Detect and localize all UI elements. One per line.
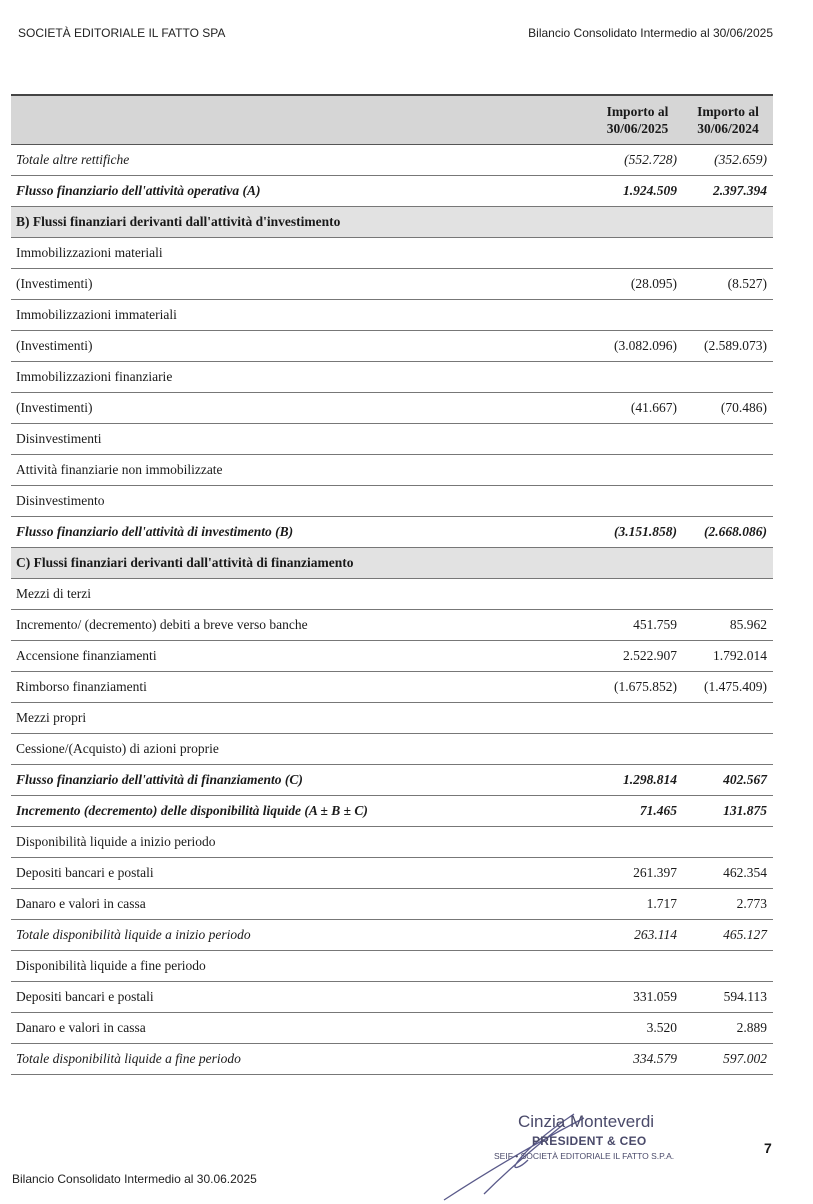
- table-row: [11, 1013, 773, 1044]
- value-2024: 2.773: [683, 889, 773, 920]
- signature-stamp: [494, 1108, 704, 1200]
- table-row: [11, 176, 773, 207]
- row-label: Disinvestimento: [11, 486, 592, 517]
- value-2024: 1.792.014: [683, 641, 773, 672]
- value-2025: 71.465: [592, 796, 683, 827]
- value-2025: (552.728): [592, 145, 683, 176]
- row-label: Flusso finanziario dell'attività di finanziamento (C): [11, 765, 592, 796]
- row-label: Cessione/(Acquisto) di azioni proprie: [11, 734, 592, 765]
- value-2024: (1.475.409): [683, 672, 773, 703]
- signature-name: Cinzia Monteverdi: [518, 1112, 655, 1131]
- row-label: Danaro e valori in cassa: [11, 1013, 592, 1044]
- value-2025: [592, 827, 683, 858]
- row-label: Danaro e valori in cassa: [11, 889, 592, 920]
- table-row: [11, 362, 773, 393]
- value-2025: 1.924.509: [592, 176, 683, 207]
- value-2024: [683, 827, 773, 858]
- table-row: [11, 796, 773, 827]
- table-row: [11, 982, 773, 1013]
- signature-title: PRESIDENT & CEO: [532, 1134, 647, 1148]
- value-2024: 85.962: [683, 610, 773, 641]
- row-label: Totale disponibilità liquide a inizio periodo: [11, 920, 592, 951]
- value-2025: [592, 300, 683, 331]
- header-label-cell: [11, 95, 592, 145]
- table-row: [11, 269, 773, 300]
- report-header: Bilancio Consolidato Intermedio al 30/06/2025: [528, 26, 773, 40]
- row-label: (Investimenti): [11, 393, 592, 424]
- value-2025: [592, 579, 683, 610]
- table-row: [11, 889, 773, 920]
- header-2025: [592, 95, 683, 145]
- table-row: [11, 734, 773, 765]
- row-label: Accensione finanziamenti: [11, 641, 592, 672]
- row-label: (Investimenti): [11, 269, 592, 300]
- value-2024: [683, 362, 773, 393]
- table-row: [11, 579, 773, 610]
- table-row: [11, 517, 773, 548]
- value-2025: 1.298.814: [592, 765, 683, 796]
- header-2024-line2: 30/06/2024: [697, 121, 759, 136]
- table-row: [11, 238, 773, 269]
- value-2025: 3.520: [592, 1013, 683, 1044]
- value-2024: [683, 703, 773, 734]
- table-row: [11, 920, 773, 951]
- section-row: [11, 548, 773, 579]
- value-2025: 2.522.907: [592, 641, 683, 672]
- value-2024: (70.486): [683, 393, 773, 424]
- value-2025: [592, 362, 683, 393]
- page-footer: Bilancio Consolidato Intermedio al 30.06.2025: [12, 1172, 257, 1186]
- table-row: [11, 145, 773, 176]
- value-2024: 465.127: [683, 920, 773, 951]
- value-2024: [683, 455, 773, 486]
- table-row: [11, 703, 773, 734]
- table-row: [11, 827, 773, 858]
- row-label: Incremento/ (decremento) debiti a breve verso banche: [11, 610, 592, 641]
- value-2025: [592, 238, 683, 269]
- row-label: Mezzi propri: [11, 703, 592, 734]
- row-label: Immobilizzazioni materiali: [11, 238, 592, 269]
- row-label: Depositi bancari e postali: [11, 982, 592, 1013]
- value-2024: (352.659): [683, 145, 773, 176]
- value-2025: 331.059: [592, 982, 683, 1013]
- value-2024: (2.589.073): [683, 331, 773, 362]
- row-label: Mezzi di terzi: [11, 579, 592, 610]
- value-2024: 2.397.394: [683, 176, 773, 207]
- page-number: 7: [764, 1140, 772, 1156]
- row-label: Depositi bancari e postali: [11, 858, 592, 889]
- value-2025: 263.114: [592, 920, 683, 951]
- value-2024: [683, 424, 773, 455]
- value-2024: 597.002: [683, 1044, 773, 1075]
- value-2024: [683, 951, 773, 982]
- value-2024: [683, 579, 773, 610]
- table-row: [11, 486, 773, 517]
- value-2025: (28.095): [592, 269, 683, 300]
- table-row: [11, 424, 773, 455]
- header-2024-line1: Importo al: [697, 104, 759, 119]
- value-2025: [592, 703, 683, 734]
- table-row: [11, 672, 773, 703]
- table-row: [11, 858, 773, 889]
- value-2025: [592, 455, 683, 486]
- table-row: [11, 641, 773, 672]
- company-header: SOCIETÀ EDITORIALE IL FATTO SPA: [18, 26, 226, 40]
- row-label: Rimborso finanziamenti: [11, 672, 592, 703]
- value-2024: (2.668.086): [683, 517, 773, 548]
- row-label: Attività finanziarie non immobilizzate: [11, 455, 592, 486]
- value-2024: 402.567: [683, 765, 773, 796]
- value-2024: 131.875: [683, 796, 773, 827]
- row-label: Totale disponibilità liquide a fine periodo: [11, 1044, 592, 1075]
- value-2024: [683, 734, 773, 765]
- section-row: [11, 207, 773, 238]
- row-label: Immobilizzazioni finanziarie: [11, 362, 592, 393]
- value-2025: 1.717: [592, 889, 683, 920]
- row-label: (Investimenti): [11, 331, 592, 362]
- table-row: [11, 951, 773, 982]
- value-2025: 261.397: [592, 858, 683, 889]
- value-2025: [592, 951, 683, 982]
- row-label: Disinvestimenti: [11, 424, 592, 455]
- row-label: Immobilizzazioni immateriali: [11, 300, 592, 331]
- table-row: [11, 610, 773, 641]
- value-2024: 594.113: [683, 982, 773, 1013]
- value-2024: [683, 486, 773, 517]
- value-2025: [592, 424, 683, 455]
- value-2025: 451.759: [592, 610, 683, 641]
- value-2025: (41.667): [592, 393, 683, 424]
- row-label: Incremento (decremento) delle disponibilità liquide (A ± B ± C): [11, 796, 592, 827]
- row-label: Flusso finanziario dell'attività operativa (A): [11, 176, 592, 207]
- value-2025: 334.579: [592, 1044, 683, 1075]
- value-2024: (8.527): [683, 269, 773, 300]
- header-2025-line2: 30/06/2025: [606, 121, 669, 136]
- table-row: [11, 300, 773, 331]
- table-header-row: [11, 95, 773, 145]
- section-label: B) Flussi finanziari derivanti dall'attività d'investimento: [11, 207, 773, 238]
- value-2025: [592, 486, 683, 517]
- value-2025: (3.082.096): [592, 331, 683, 362]
- value-2024: [683, 238, 773, 269]
- section-label: C) Flussi finanziari derivanti dall'attività di finanziamento: [11, 548, 773, 579]
- table-row: [11, 455, 773, 486]
- value-2025: [592, 734, 683, 765]
- value-2025: (1.675.852): [592, 672, 683, 703]
- value-2024: [683, 300, 773, 331]
- header-2025-line1: Importo al: [606, 104, 669, 119]
- header-2024: [683, 95, 773, 145]
- row-label: Flusso finanziario dell'attività di investimento (B): [11, 517, 592, 548]
- row-label: Disponibilità liquide a fine periodo: [11, 951, 592, 982]
- value-2024: 2.889: [683, 1013, 773, 1044]
- value-2024: 462.354: [683, 858, 773, 889]
- row-label: Disponibilità liquide a inizio periodo: [11, 827, 592, 858]
- table-row: [11, 331, 773, 362]
- table-row: [11, 765, 773, 796]
- row-label: Totale altre rettifiche: [11, 145, 592, 176]
- value-2025: (3.151.858): [592, 517, 683, 548]
- table-row: [11, 1044, 773, 1075]
- cash-flow-table: [11, 94, 773, 1075]
- table-row: [11, 393, 773, 424]
- signature-company: SEIF • SOCIETÀ EDITORIALE IL FATTO S.P.A.: [494, 1151, 675, 1161]
